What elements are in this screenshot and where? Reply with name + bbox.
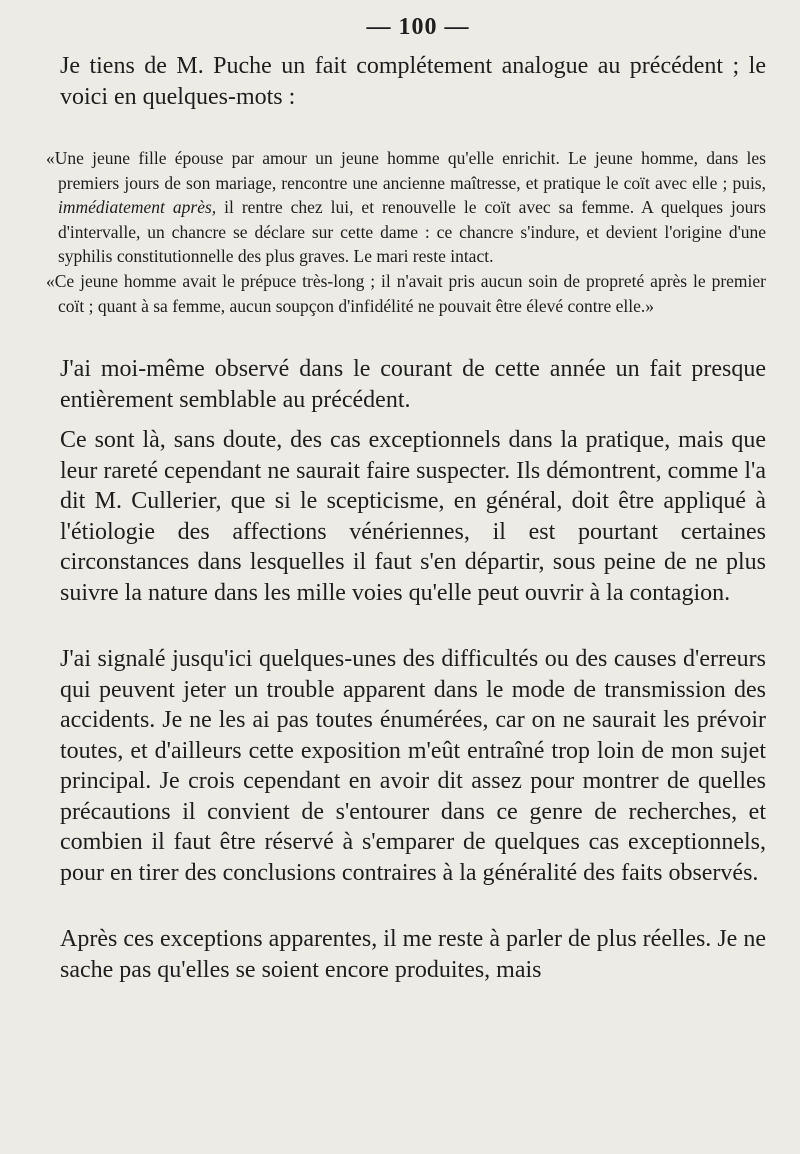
body-paragraph-3: J'ai signalé jusqu'ici quelques-unes des difficultés ou des causes d'erreurs qui peuvent jeter un trouble apparent dans le mode de transmission des accidents. Je ne les ai pas toutes énumérées, car on ne saurait les prévoir toutes, et d'ailleurs cette exposition m'eût entraîné trop loin de mon sujet principal. Je crois cependant en avoir dit assez pour montrer de quelles précautions il convient de s'entourer dans ce genre de recherches, et combien il faut être réservé à s'emparer de quelques cas exceptionnels, pour en tirer des conclusions contraires à la généralité des faits observés. xyxy=(60,646,766,886)
body-paragraph-1: J'ai moi-même observé dans le courant de cette année un fait presque entièrement semblable au précédent. xyxy=(60,356,766,413)
page-number: — 100 — xyxy=(366,14,470,40)
body-paragraph-2: Ce sont là, sans doute, des cas exceptionnels dans la pratique, mais que leur rareté cependant ne saurait faire suspecter. Ils démontrent, comme l'a dit M. Cullerier, que si le scepticisme, en général, doit être appliqué à l'étiologie des affections vénériennes, il est pourtant certaines circonstances dans lesquelles il faut s'en départir, sous peine de ne plus suivre la nature dans les mille voies qu'elle peut ouvrir à la contagion. xyxy=(60,427,766,606)
intro-paragraph: Je tiens de M. Puche un fait complétement analogue au précédent ; le voici en quelques-mots : xyxy=(60,53,766,110)
quote-1-text-before: «Une jeune fille épouse par amour un jeune homme qu'elle enrichit. Le jeune homme, dans les premiers jours de son mariage, rencontre une ancienne maîtresse, et pratique le coït avec elle ; puis, xyxy=(46,148,766,193)
quote-paragraph-2: «Ce jeune homme avait le prépuce très-long ; il n'avait pris aucun soin de propreté après le premier coït ; quant à sa femme, aucun soupçon d'infidélité ne pouvait être élevé contre elle.» xyxy=(46,270,766,316)
quote-1-emphasis: immédiatement après, xyxy=(58,197,217,218)
quotation-block xyxy=(46,146,766,318)
quote-paragraph-1 xyxy=(46,146,766,269)
body-paragraph-4: Après ces exceptions apparentes, il me reste à parler de plus réelles. Je ne sache pas qu'elles se soient encore produites, mais xyxy=(60,926,766,983)
quote-1-text-after: il rentre chez lui, et renouvelle le coït avec sa femme. A quelques jours d'intervalle, un chancre se déclare sur cette dame : ce chancre s'indure, et devient l'origine d'une syphilis constitutionnelle des plus graves. Le mari reste intact. xyxy=(58,197,766,267)
